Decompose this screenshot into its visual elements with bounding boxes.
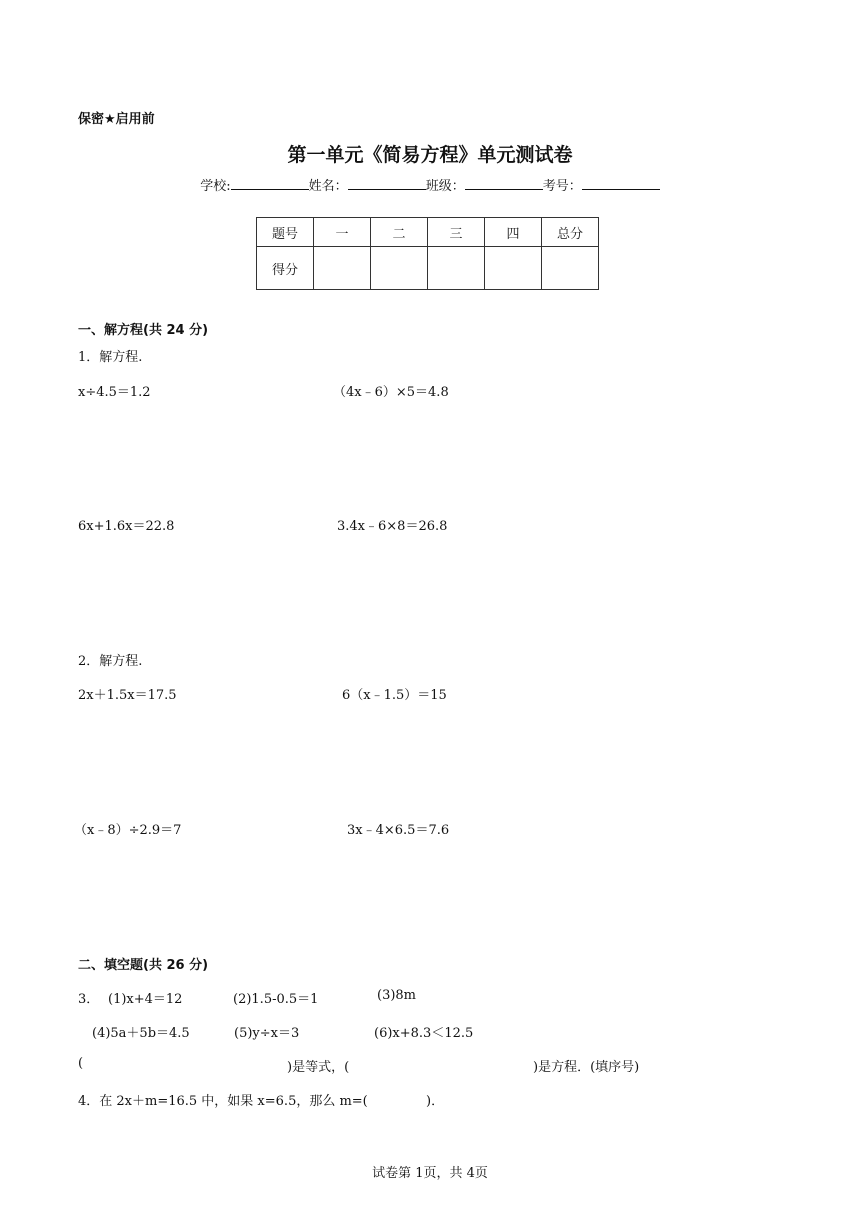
equation: （x﹣8）÷2.9＝7 [74,823,182,838]
score-table-cell: 题号 [257,218,314,247]
question4-text: 4．在 2x＋m=16.5 中，如果 x=6.5，那么 m=( [78,1094,368,1109]
equation: 3x﹣4×6.5＝7.6 [347,823,450,838]
page-footer: 试卷第 1页，共 4页 [372,1166,488,1181]
score-table-cell: 总分 [542,218,599,247]
class-blank[interactable] [465,177,543,190]
school-label: 学校: [200,179,231,194]
exam-number-blank[interactable] [582,177,660,190]
score-table-cell: 二 [371,218,428,247]
question2-label: 2．解方程. [78,654,143,669]
score-table-cell: 三 [428,218,485,247]
equation: 2x＋1.5x＝17.5 [78,688,177,703]
section1-heading: 一、解方程(共 24 分) [78,323,209,338]
score-cell-3[interactable] [428,247,485,290]
equation: 6（x﹣1.5）＝15 [342,688,447,703]
exam-number-label: 考号： [542,179,582,194]
equation-answer-blank[interactable] [86,1052,282,1072]
score-cell-1[interactable] [314,247,371,290]
secret-label: 保密★启用前 [78,112,155,127]
school-blank[interactable] [231,177,309,190]
score-table [256,217,599,290]
statement-item: (2)1.5-0.5＝1 [233,992,319,1007]
score-cell-4[interactable] [485,247,542,290]
name-blank[interactable] [348,177,426,190]
score-table-score-row [257,247,599,290]
score-table-header-row [257,218,599,247]
score-cell-total[interactable] [542,247,599,290]
question4-text-end: )． [426,1094,445,1109]
score-table-cell: 一 [314,218,371,247]
score-cell-2[interactable] [371,247,428,290]
score-table-cell: 四 [485,218,542,247]
answer-open-paren: ( [78,1056,84,1071]
section2-heading: 二、填空题(共 26 分) [78,958,209,973]
formula-answer-blank[interactable] [372,1052,532,1072]
statement-item: (6)x+8.3＜12.5 [374,1026,474,1041]
answer-mid-text: )是等式，( [287,1060,350,1075]
equation: （4x﹣6）×5＝4.8 [333,385,449,400]
statement-item: (1)x+4＝12 [108,992,183,1007]
answer-end-text: )是方程．(填序号) [533,1060,640,1075]
class-label: 班级： [425,179,465,194]
question3-number: 3． [78,992,100,1007]
equation: 3.4x﹣6×8＝26.8 [337,519,448,534]
page-title: 第一单元《简易方程》单元测试卷 [287,144,573,166]
score-row-label: 得分 [257,247,314,290]
student-info-line [0,175,860,194]
equation: 6x+1.6x＝22.8 [78,519,175,534]
name-label: 姓名： [308,179,348,194]
m-answer-blank[interactable] [379,1086,423,1106]
equation: x÷4.5＝1.2 [78,385,151,400]
question1-label: 1．解方程. [78,350,143,365]
statement-item: (4)5a＋5b＝4.5 [92,1026,190,1041]
statement-item: (3)8m [377,988,417,1003]
statement-item: (5)y÷x＝3 [234,1026,300,1041]
